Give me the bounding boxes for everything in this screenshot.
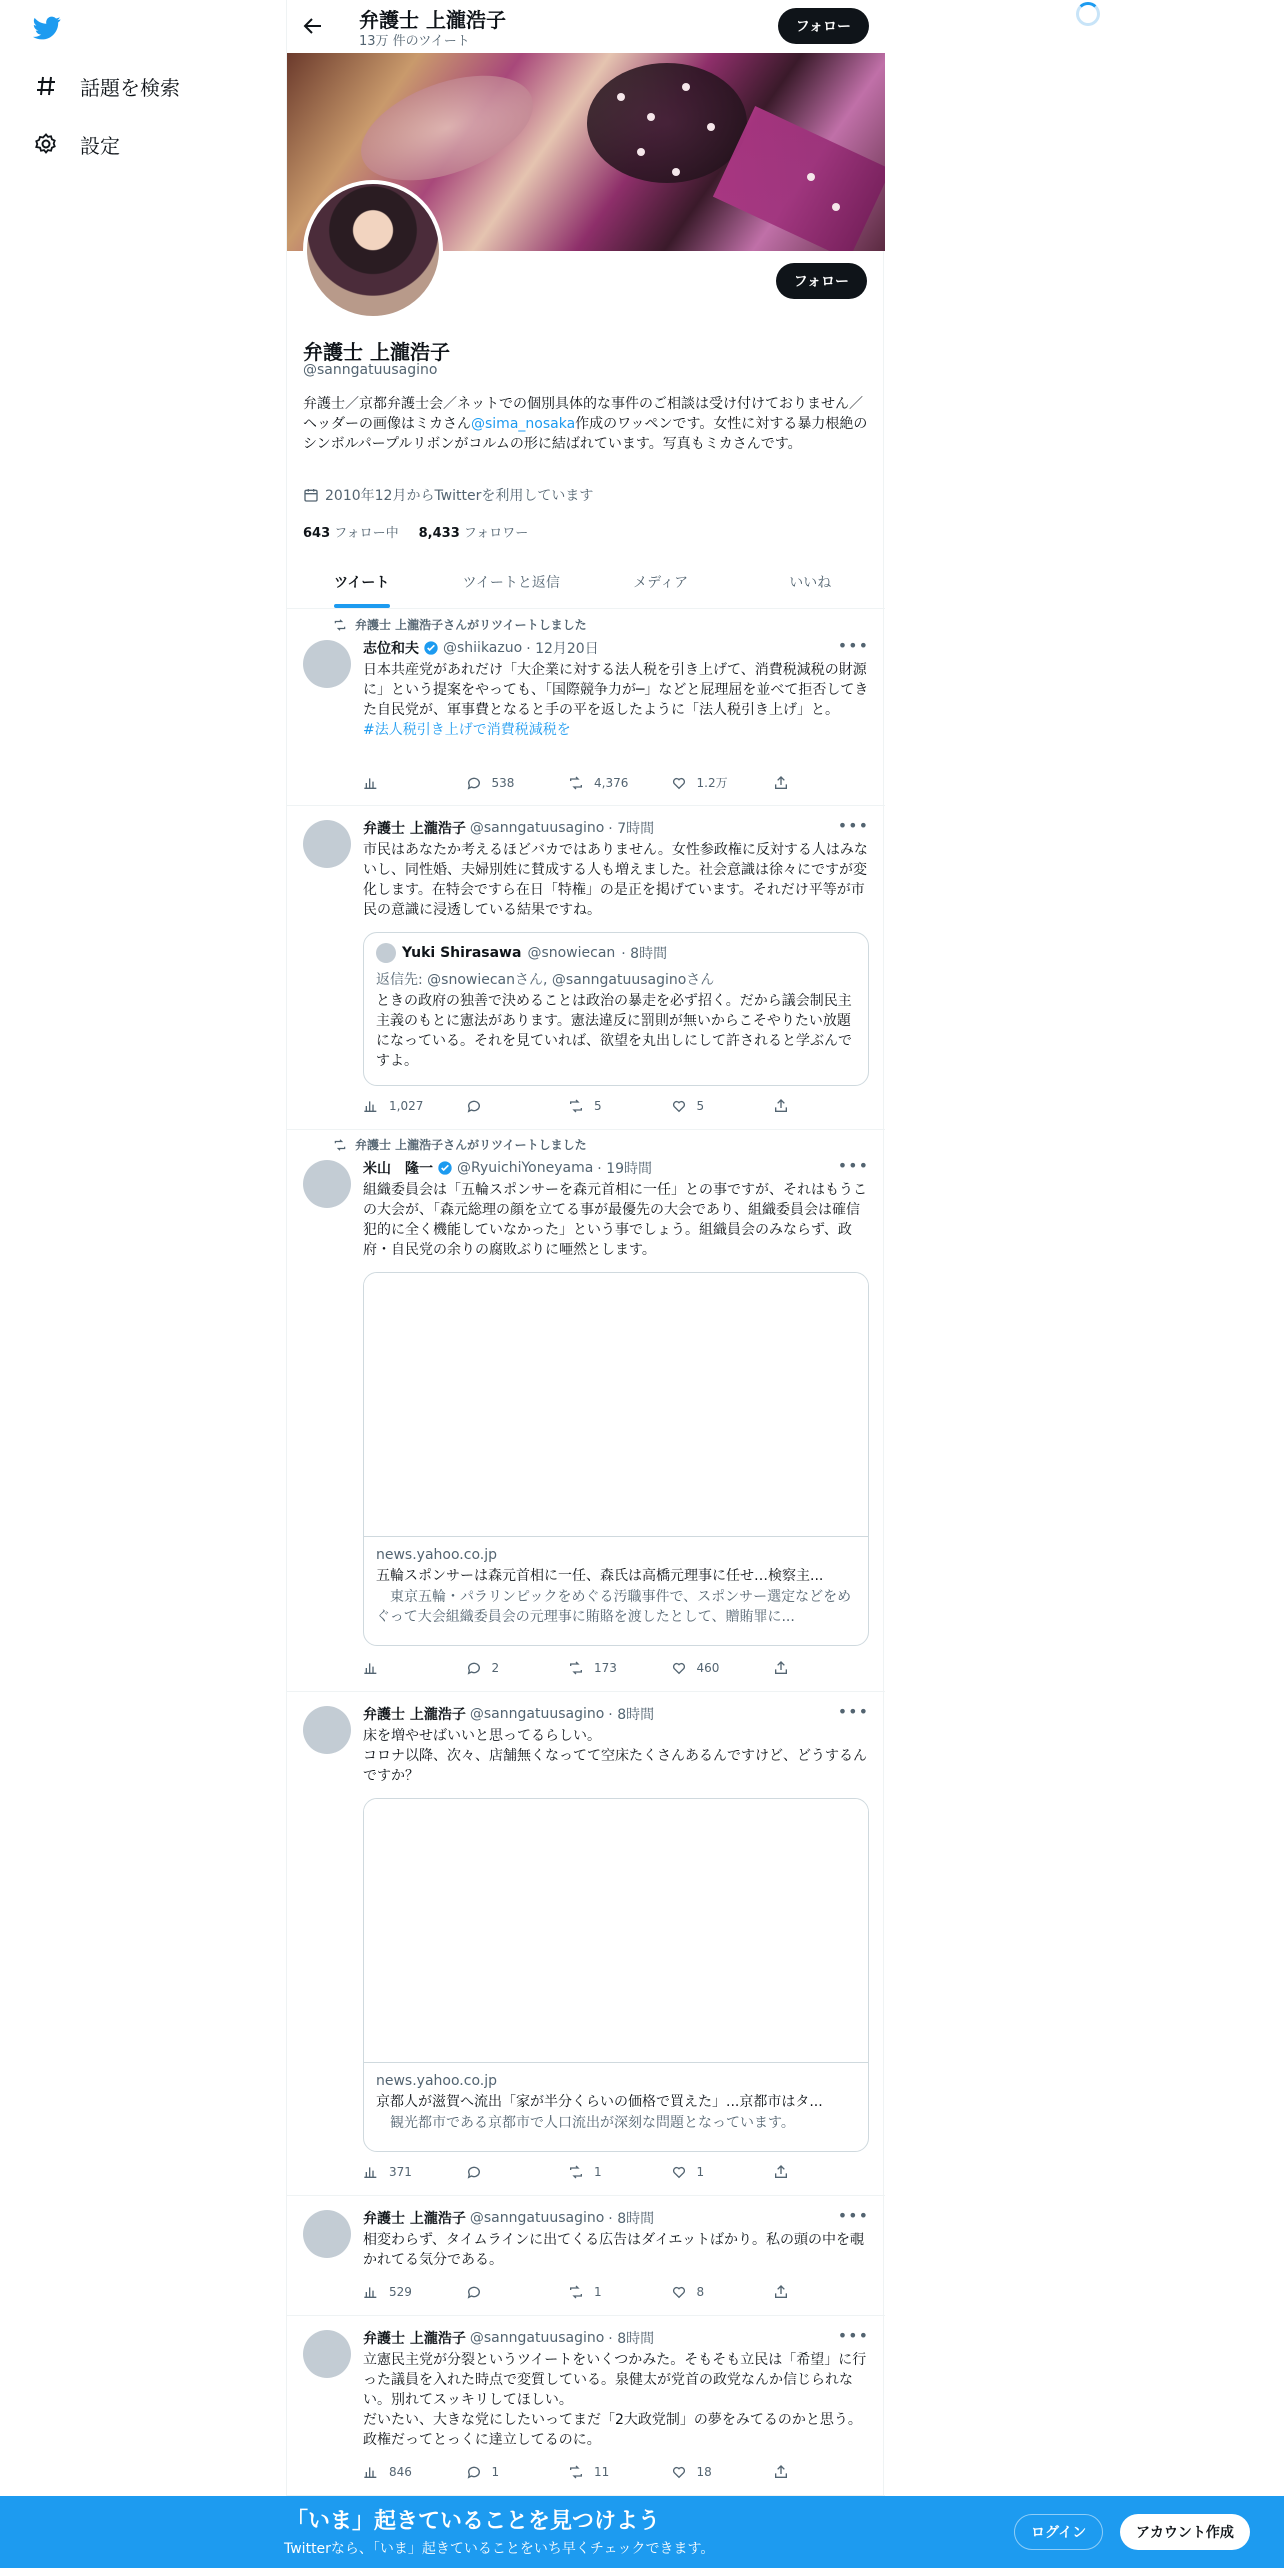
following-label: フォロー中: [334, 526, 399, 541]
views-button[interactable]: [363, 2164, 453, 2180]
reply-icon: [466, 775, 482, 791]
verified-badge-icon: [423, 640, 439, 656]
views-count: 1,027: [389, 1099, 424, 1113]
like-count: 18: [696, 2465, 712, 2479]
tweet-header: [363, 2328, 654, 2348]
retweet-button[interactable]: [568, 1660, 658, 1676]
tweet-time[interactable]: · 19時間: [597, 1161, 653, 1177]
retweet-button[interactable]: [568, 2284, 658, 2300]
heart-icon: [671, 2464, 687, 2480]
retweet-button[interactable]: [568, 1098, 658, 1114]
tweet-text: [363, 660, 869, 740]
views-count: 846: [389, 2465, 412, 2479]
share-icon: [773, 2464, 789, 2480]
retweet-count: 11: [594, 2465, 610, 2479]
profile-tabs: [287, 556, 885, 609]
join-date: [303, 485, 593, 505]
author-handle[interactable]: @sanngatuusagino: [469, 1706, 605, 1722]
link-card-image: [364, 1799, 868, 2063]
link-card-domain: news.yahoo.co.jp: [376, 1547, 497, 1563]
nav-explore[interactable]: [32, 66, 180, 106]
retweet-icon: [568, 1660, 584, 1676]
author-name[interactable]: 弁護士 上瀧浩子: [363, 2211, 466, 2227]
create-account-button[interactable]: アカウント作成: [1120, 2514, 1250, 2550]
follow-stats: [303, 522, 528, 541]
more-options-icon[interactable]: •••: [837, 816, 869, 835]
quote-reply-to: 返信先: @snowiecanさん, @sanngatuusaginoさん: [376, 972, 715, 988]
tweet-actions: [363, 2164, 793, 2180]
link-card-image: [364, 1273, 868, 1537]
tweet[interactable]: [287, 806, 885, 1130]
share-button[interactable]: [773, 1098, 793, 1114]
hashtag-link[interactable]: #法人税引き上げで消費税減税を: [363, 722, 571, 738]
followers-stat[interactable]: [419, 522, 529, 541]
followers-label: フォロワー: [463, 526, 529, 541]
profile-column: [286, 0, 884, 2568]
author-handle[interactable]: @sanngatuusagino: [469, 2210, 605, 2226]
heart-icon: [671, 775, 687, 791]
avatar[interactable]: [303, 2330, 351, 2378]
like-button[interactable]: [671, 1660, 761, 1676]
bio-mention-link[interactable]: @sima_nosaka: [471, 416, 576, 432]
reply-icon: [466, 2164, 482, 2180]
retweet-small-icon: [333, 618, 347, 632]
followers-count: 8,433: [418, 526, 460, 541]
twitter-logo-icon[interactable]: [30, 14, 64, 42]
reply-icon: [466, 2464, 482, 2480]
profile-handle: @sanngatuusagino: [303, 362, 438, 378]
tab-tweets-and-replies[interactable]: ツイートと返信: [462, 575, 560, 591]
share-button[interactable]: [773, 2164, 793, 2180]
retweet-icon: [568, 2164, 584, 2180]
avatar[interactable]: [303, 1706, 351, 1754]
retweet-context: [333, 1136, 587, 1153]
share-icon: [773, 775, 789, 791]
tweet-text: 立憲民主党が分裂というツイートをいくつかみた。そもそも立民は「希望」に行った議員を入れた時点で変質している。泉健太が党首の政党なんか信じられない。別れてスッキリしてほしい。 だいたい、大きな党にしたいってまだ「2大政党制」の夢をみてるのかと思う。政権だってとっくに達立してるのに。: [363, 2352, 867, 2448]
heart-icon: [671, 2164, 687, 2180]
signup-banner-title: 「いま」起きていることを見つけよう: [286, 2509, 661, 2534]
heart-icon: [671, 1098, 687, 1114]
retweet-count: 1: [594, 2165, 602, 2179]
share-button[interactable]: [773, 2464, 793, 2480]
following-count: 643: [303, 526, 331, 541]
avatar[interactable]: [303, 640, 351, 688]
profile-bio: [303, 394, 869, 454]
reply-icon: [466, 2284, 482, 2300]
tweet-actions: [363, 2464, 793, 2480]
author-name[interactable]: 弁護士 上瀧浩子: [363, 821, 466, 837]
views-button[interactable]: [363, 2284, 453, 2300]
retweet-button[interactable]: [568, 2164, 658, 2180]
reply-icon: [466, 1660, 482, 1676]
tweet[interactable]: [287, 1692, 885, 2196]
reply-icon: [466, 1098, 482, 1114]
following-stat[interactable]: [303, 522, 399, 541]
tweet-time[interactable]: · 8時間: [608, 2331, 655, 2347]
quote-author-handle: @snowiecan: [527, 945, 616, 961]
tab-tweets[interactable]: ツイート: [287, 556, 437, 608]
more-options-icon[interactable]: •••: [837, 1702, 869, 1721]
share-icon: [773, 1660, 789, 1676]
quote-time: · 8時間: [621, 946, 668, 962]
retweet-icon: [568, 775, 584, 791]
like-button[interactable]: [671, 2164, 761, 2180]
header-profile-name: 弁護士 上瀧浩子: [359, 8, 506, 32]
tweet-time[interactable]: · 8時間: [608, 2211, 655, 2227]
reply-button[interactable]: [466, 1660, 556, 1676]
retweet-button[interactable]: [568, 774, 658, 791]
retweet-count: 5: [594, 1099, 602, 1113]
more-options-icon[interactable]: •••: [837, 2326, 869, 2345]
heart-icon: [671, 2284, 687, 2300]
tweet-header: [363, 818, 654, 838]
tab-likes[interactable]: いいね: [789, 575, 832, 591]
top-header: [287, 0, 885, 53]
like-count: 8: [696, 2285, 705, 2299]
avatar[interactable]: [303, 820, 351, 868]
link-card-description: 東京五輪・パラリンピックをめぐる汚職事件で、スポンサー選定などをめぐって大会組織委員会の元理事に賄賂を渡したとして、贈賄罪に...: [376, 1589, 852, 1625]
reply-button[interactable]: [466, 2164, 556, 2180]
tweet[interactable]: [287, 2196, 885, 2316]
views-button[interactable]: [363, 2464, 453, 2480]
verified-badge-icon: [437, 1160, 453, 1176]
quote-author-name: Yuki Shirasawa: [402, 945, 522, 961]
gear-icon: [32, 130, 60, 158]
header-follow-button[interactable]: フォロー: [778, 8, 869, 44]
tweet-header: [363, 1158, 652, 1178]
share-icon: [773, 2164, 789, 2180]
more-options-icon[interactable]: •••: [837, 636, 869, 655]
like-button[interactable]: [671, 2284, 761, 2300]
views-icon: [363, 1098, 379, 1114]
views-button[interactable]: [363, 774, 453, 791]
tweet-body: 日本共産党があれだけ「大企業に対する法人税を引き上げて、消費税減税の財源に」という提案をやっても、「国際競争力が─」などと屁理屈を並べて拒否してきた自民党が、軍事費となると手の平を返したように「法人税引き上げ」と。: [363, 662, 869, 718]
author-name[interactable]: 弁護士 上瀧浩子: [363, 1707, 466, 1723]
retweet-count: 173: [594, 1661, 617, 1675]
follow-button[interactable]: フォロー: [776, 263, 867, 299]
tweet[interactable]: [287, 1130, 885, 1692]
tweet-header: [363, 638, 599, 658]
tweet-time[interactable]: · 8時間: [608, 1707, 655, 1723]
link-card-title: 京都人が滋賀へ流出「家が半分くらいの価格で買えた」...京都市はタ...: [376, 2094, 823, 2110]
profile-avatar[interactable]: [303, 180, 443, 320]
join-date-text: 2010年12月からTwitterを利用しています: [325, 488, 594, 504]
sidebar: [0, 0, 286, 2568]
nav-settings-label: 設定: [80, 133, 120, 158]
link-card-description: 観光都市である京都市で人口流出が深刻な問題となっています。: [376, 2115, 795, 2131]
retweet-icon: [568, 2464, 584, 2480]
author-handle[interactable]: @shiikazuo: [443, 640, 523, 656]
tweet-text: 相変わらず、タイムラインに出てくる広告はダイエットばかり。私の頭の中を覗かれてる気分である。: [363, 2232, 865, 2268]
like-count: 5: [696, 1099, 705, 1113]
hashtag-icon: [32, 72, 60, 100]
views-icon: [363, 2284, 379, 2300]
tweet-actions: [363, 774, 793, 791]
retweet-context: [333, 616, 587, 633]
login-button[interactable]: ログイン: [1014, 2514, 1103, 2550]
tweet-actions: [363, 1660, 793, 1676]
like-button[interactable]: [671, 1098, 761, 1114]
link-card-title: 五輪スポンサーは森元首相に一任、森氏は高橋元理事に任せ…検察主...: [376, 1568, 824, 1584]
nav-settings[interactable]: [32, 124, 120, 164]
tweet-actions: [363, 1098, 793, 1114]
author-handle[interactable]: @sanngatuusagino: [469, 2330, 605, 2346]
retweet-context-text: 弁護士 上瀧浩子さんがリツイートしました: [355, 1138, 587, 1152]
author-name[interactable]: 志位和夫: [363, 641, 419, 657]
tweet-time[interactable]: · 7時間: [608, 821, 655, 837]
link-card[interactable]: [363, 1272, 869, 1646]
views-button[interactable]: [363, 1660, 453, 1676]
more-options-icon[interactable]: •••: [837, 2206, 869, 2225]
quote-avatar: [376, 943, 396, 963]
like-button[interactable]: [671, 2464, 761, 2480]
reply-button[interactable]: [466, 2464, 556, 2480]
profile-name: 弁護士 上瀧浩子: [303, 340, 450, 364]
views-button[interactable]: [363, 1098, 453, 1114]
back-arrow-icon[interactable]: [301, 14, 325, 38]
like-count: 1: [696, 2165, 705, 2179]
views-count: 529: [389, 2285, 412, 2299]
author-handle[interactable]: @RyuichiYoneyama: [457, 1160, 594, 1176]
retweet-icon: [568, 1098, 584, 1114]
link-card[interactable]: [363, 1798, 869, 2152]
retweet-button[interactable]: [568, 2464, 658, 2480]
views-icon: [363, 2464, 379, 2480]
avatar[interactable]: [303, 2210, 351, 2258]
share-icon: [773, 1098, 789, 1114]
like-count: 460: [696, 1661, 720, 1675]
reply-count: 1: [491, 2465, 500, 2479]
tweet[interactable]: [287, 610, 885, 806]
tweet-text: 組織委員会は「五輪スポンサーを森元首相に一任」との事ですが、それはもうこの大会が、「森元総理の顔を立てる事が最優先の大会であり、組織委員会は確信犯的に全く機能していなかった」という事でしょう。組織員会のみならず、政府・自民党の余りの腐敗ぶりに唖然とします。: [363, 1182, 867, 1258]
author-name[interactable]: 米山 隆一: [363, 1161, 433, 1177]
bio-text: 弁護士／京都弁護士会／ネットでの個別具体的な事件のご相談は受け付けておりません／ ヘッダーの画像はミカさん: [303, 396, 863, 432]
reply-count: 2: [491, 1661, 500, 1675]
nav-explore-label: 話題を検索: [80, 75, 180, 100]
retweet-count: 1: [594, 2285, 602, 2299]
views-icon: [363, 775, 379, 791]
quote-header: [376, 943, 667, 963]
like-button[interactable]: [671, 774, 761, 791]
retweet-icon: [568, 2284, 584, 2300]
link-card-domain: news.yahoo.co.jp: [376, 2073, 497, 2089]
reply-count: 538: [491, 775, 515, 790]
tab-media[interactable]: メディア: [633, 575, 689, 591]
share-icon: [773, 2284, 789, 2300]
share-button[interactable]: [773, 1660, 793, 1676]
tweet-text: 市民はあなたか考えるほどバカではありません。女性参政権に反対する人はみないし、同性婚、夫婦別姓に賛成する人も増えました。社会意識は徐々にですが変化します。在特会ですら在日「特権」の是正を掲げています。それだけ平等が市民の意識に浸透している結果ですね。: [363, 842, 868, 918]
like-count: 1.2万: [696, 776, 728, 790]
header-tweet-count: 13万 件のツイート: [359, 34, 470, 49]
reply-button[interactable]: [466, 774, 556, 791]
signup-banner-subtitle: Twitterなら、「いま」起きていることをいち早くチェックできます。: [284, 2541, 715, 2557]
more-options-icon[interactable]: •••: [837, 1156, 869, 1175]
author-handle[interactable]: @sanngatuusagino: [469, 820, 605, 836]
reply-button[interactable]: [466, 2284, 556, 2300]
tweet-header: [363, 2208, 654, 2228]
views-count: 371: [389, 2165, 412, 2179]
tweet-text: 床を増やせばいいと思ってるらしい。 コロナ以降、次々、店舗無くなってて空床たくさんあるんですけど、どうするんですか？: [363, 1728, 867, 1784]
views-icon: [363, 2164, 379, 2180]
loading-spinner-icon: [1076, 2, 1100, 26]
calendar-icon: [303, 487, 319, 503]
author-name[interactable]: 弁護士 上瀧浩子: [363, 2331, 466, 2347]
quote-text: ときの政府の独善で決めることは政治の暴走を必ず招く。だから議会制民主主義のもとに憲法があります。憲法違反に罰則が無いからこそやりたい放題になっている。それを見ていれば、欲望を丸出しにして許されると学ぶんですよ。: [376, 993, 852, 1069]
quoted-tweet[interactable]: [363, 932, 869, 1086]
heart-icon: [671, 1660, 687, 1676]
retweet-context-text: 弁護士 上瀧浩子さんがリツイートしました: [355, 618, 587, 632]
bio-text-continued: 作成のワッペンです。女性に対する暴力根絶のシンボルパープルリボンがコルムの形に結ばれています。写真もミカさんです。: [303, 416, 868, 452]
reply-button[interactable]: [466, 1098, 556, 1114]
share-button[interactable]: [773, 774, 793, 791]
tweet-time[interactable]: · 12月20日: [526, 641, 599, 657]
signup-banner: [0, 2496, 1284, 2568]
retweet-count: 4,376: [594, 775, 629, 790]
tweet-header: [363, 1704, 654, 1724]
tweet-actions: [363, 2284, 793, 2300]
tweet[interactable]: [287, 2316, 885, 2496]
avatar[interactable]: [303, 1160, 351, 1208]
share-button[interactable]: [773, 2284, 793, 2300]
retweet-small-icon: [333, 1138, 347, 1152]
views-icon: [363, 1660, 379, 1676]
